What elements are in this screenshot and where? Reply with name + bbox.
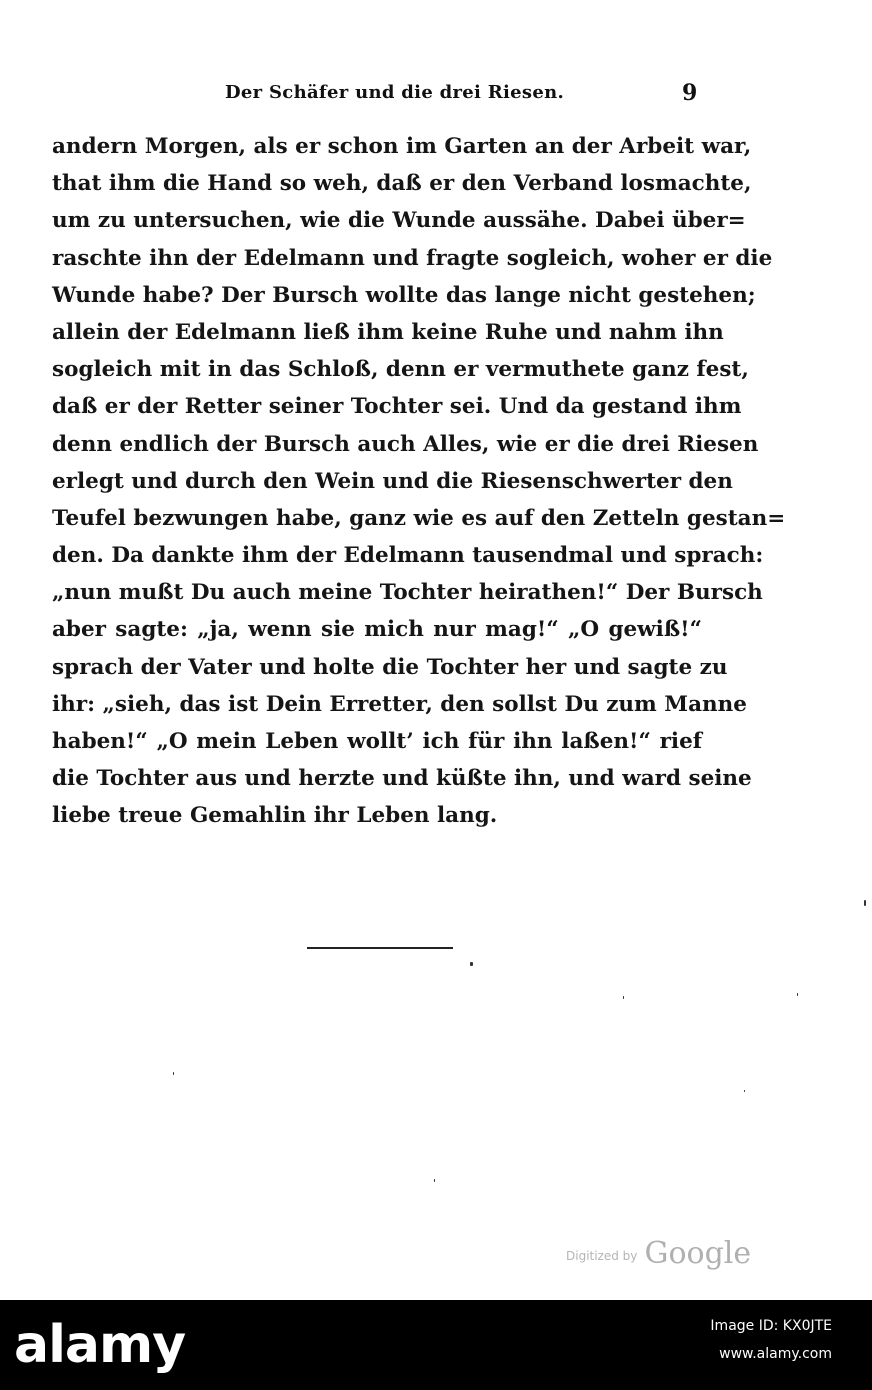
- text-line: daß er der Retter seiner Tochter sei. Und da gestand ihm: [52, 394, 742, 420]
- ink-speck: [797, 993, 798, 996]
- ink-speck: [623, 996, 624, 999]
- text-line: aber sagte: „ja, wenn sie mich nur mag!“ „O gewiß!“: [52, 617, 702, 643]
- google-wordmark: Google: [644, 1236, 752, 1271]
- watermark-url: www.alamy.com: [719, 1346, 832, 1362]
- text-line: andern Morgen, als er schon im Garten an der Arbeit war,: [52, 134, 752, 159]
- text-line: die Tochter aus und herzte und küßte ihn, und ward seine: [52, 766, 752, 792]
- text-line: haben!“ „O mein Leben wollt’ ich für ihn laßen!“ rief: [52, 729, 702, 754]
- text-line: den. Da dankte ihm der Edelmann tausendmal und sprach:: [52, 543, 764, 569]
- page-number: 9: [682, 80, 698, 106]
- ink-speck: [470, 962, 473, 966]
- digitized-prefix: Digitized by: [566, 1249, 638, 1263]
- ink-speck: [864, 900, 866, 906]
- text-line: that ihm die Hand so weh, daß er den Verband losmachte,: [52, 171, 752, 197]
- alamy-logo: alamy: [14, 1315, 186, 1375]
- ink-speck: [434, 1179, 435, 1182]
- running-title: Der Schäfer und die drei Riesen.: [225, 82, 565, 103]
- text-line: „nun mußt Du auch meine Tochter heirathen!“ Der Bursch: [52, 580, 763, 606]
- text-line: um zu untersuchen, wie die Wunde aussähe. Dabei über=: [52, 208, 746, 234]
- text-line: allein der Edelmann ließ ihm keine Ruhe und nahm ihn: [52, 319, 724, 345]
- text-line: raschte ihn der Edelmann und fragte sogleich, woher er die: [52, 245, 773, 271]
- text-line: denn endlich der Bursch auch Alles, wie er die drei Riesen: [52, 431, 759, 457]
- end-rule: [307, 947, 453, 949]
- text-line: ihr: „sieh, das ist Dein Erretter, den sollst Du zum Manne: [52, 691, 747, 717]
- text-line: Teufel bezwungen habe, ganz wie es auf den Zetteln gestan=: [52, 505, 786, 531]
- text-line: erlegt und durch den Wein und die Riesenschwerter den: [52, 468, 733, 494]
- digitized-by-google: [566, 1236, 751, 1271]
- text-line: liebe treue Gemahlin ihr Leben lang.: [52, 803, 498, 829]
- image-id-label: Image ID: KX0JTE: [710, 1318, 832, 1334]
- ink-speck: [173, 1072, 174, 1075]
- ink-speck: [744, 1090, 745, 1092]
- text-line: Wunde habe? Der Bursch wollte das lange nicht gestehen;: [52, 282, 756, 308]
- text-line: sogleich mit in das Schloß, denn er vermuthete ganz fest,: [52, 357, 749, 383]
- text-line: sprach der Vater und holte die Tochter her und sagte zu: [52, 654, 728, 680]
- body-text: [52, 128, 786, 835]
